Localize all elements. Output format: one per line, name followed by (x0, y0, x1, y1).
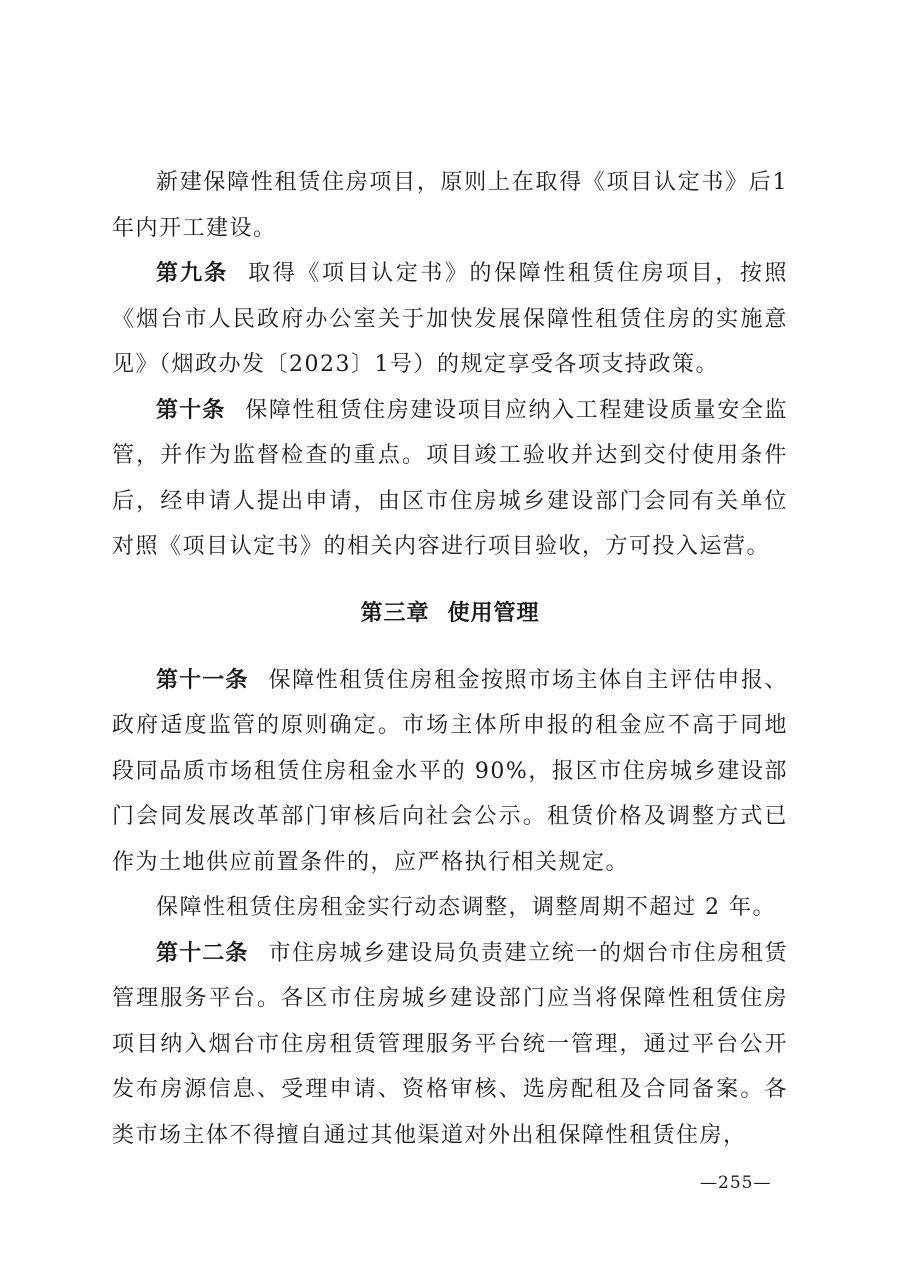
article-12 (112, 931, 788, 1159)
article-number: 第十二条 (156, 940, 249, 966)
article-10 (112, 388, 788, 570)
article-9 (112, 251, 788, 388)
article-text: 保障性租赁住房建设项目应纳入工程建设质量安全监管，并作为监督检查的重点。项目竣工验收并达到交付使用条件后，经申请人提出申请，由区市住房城乡建设部门会同有关单位对照《项目认定书》的相关内容进行项目验收，方可投入运营。 (112, 397, 788, 559)
article-number: 第九条 (156, 261, 229, 286)
article-text: 取得《项目认定书》的保障性租赁住房项目，按照《烟台市人民政府办公室关于加快发展保障性租赁住房的实施意见》（烟政办发〔2023〕1号）的规定享受各项支持政策。 (112, 261, 788, 377)
document-body (112, 160, 788, 1158)
article-text: 市住房城乡建设局负责建立统一的烟台市住房租赁管理服务平台。各区市住房城乡建设部门应当将保障性租赁住房项目纳入烟台市住房租赁管理服务平台统一管理，通过平台公开发布房源信息、受理申请、资格审核、选房配租及合同备案。各类市场主体不得擅自通过其他渠道对外出租保障性租赁住房， (112, 940, 788, 1148)
paragraph-text: 保障性租赁住房租金实行动态调整，调整周期不超过 2 年。 (156, 895, 776, 920)
paragraph-rent-adjustment (112, 885, 788, 931)
article-11 (112, 658, 788, 886)
chapter-number: 第三章 (360, 600, 430, 626)
paragraph-continuation (112, 160, 788, 251)
article-number: 第十条 (156, 397, 226, 423)
paragraph-text: 新建保障性租赁住房项目，原则上在取得《项目认定书》后1年内开工建设。 (112, 170, 788, 241)
article-text: 保障性租赁住房租金按照市场主体自主评估申报、政府适度监管的原则确定。市场主体所申报的租金应不高于同地段同品质市场租赁住房租金水平的 90%，报区市住房城乡建设部门会同发展改革部门审核后向社会公示。租赁价格及调整方式已作为土地供应前置条件的，应严格执行相关规定。 (112, 667, 788, 875)
article-number: 第十一条 (156, 667, 249, 693)
page-number: —255— (700, 1173, 772, 1193)
chapter-heading (112, 584, 788, 644)
chapter-title: 使用管理 (447, 600, 540, 626)
